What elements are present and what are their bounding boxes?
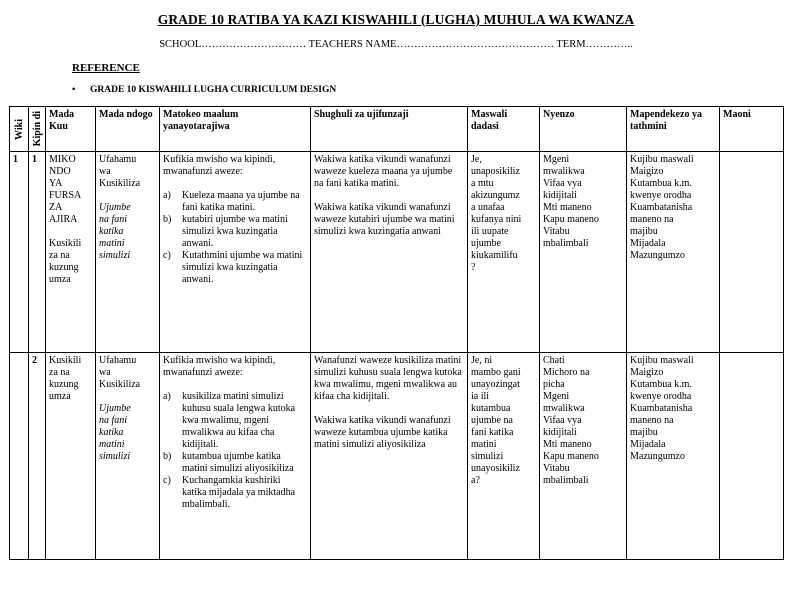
mada-kuu-line: ZA (49, 202, 63, 213)
mada-ndogo-cell (96, 152, 160, 353)
matokeo-item (163, 391, 307, 451)
maswali-line: mambo gani (471, 367, 521, 378)
nyenzo-line: Kapu maneno (543, 451, 599, 462)
document-title: GRADE 10 RATIBA YA KAZI KISWAHILI (LUGHA) MUHULA WA KWANZA (157, 12, 635, 27)
mada-ndogo-cell (96, 353, 160, 560)
table-row (10, 353, 784, 560)
maswali-line: akizungumz (471, 190, 520, 201)
mapendekezo-line: Kujibu maswali (630, 154, 694, 165)
nyenzo-cell (540, 353, 627, 560)
mada-ndogo-line: wa (99, 166, 111, 177)
matokeo-item-marker: b) (163, 214, 172, 225)
maswali-line: simulizi (471, 451, 504, 462)
nyenzo-cell (540, 152, 627, 353)
maswali-line: a unafaa (471, 202, 505, 213)
mapendekezo-line: Kujibu maswali (630, 355, 694, 366)
header-row (10, 107, 784, 152)
matokeo-item-text: Kutathmini ujumbe wa matini simulizi kwa kuzingatia anwani. (182, 250, 303, 285)
maswali-line: ? (471, 262, 476, 273)
mada-ndogo-italic-line: simulizi (99, 451, 131, 462)
matokeo-item (163, 475, 307, 511)
matokeo-item (163, 190, 307, 214)
mada-kuu-line: YA (49, 178, 63, 189)
matokeo-cell (160, 353, 311, 560)
nyenzo-line: Chati (543, 355, 565, 366)
mapendekezo-line: Mijadala (630, 238, 666, 249)
mada-ndogo-line: Kusikiliza (99, 379, 141, 390)
shughuli-cell (311, 353, 468, 560)
reference-heading: REFERENCE (72, 62, 140, 74)
maswali-line: Je, (471, 154, 482, 165)
maswali-line: kiukamilifu (471, 250, 518, 261)
maswali-line: a? (471, 475, 480, 486)
nyenzo-line: kidijitali (543, 190, 577, 201)
reference-bullet-text: GRADE 10 KISWAHILI LUGHA CURRICULUM DESIGN (90, 85, 337, 95)
matokeo-item-text: Kueleza maana ya ujumbe na fani katika matini. (182, 190, 300, 213)
col-header-shughuli: Shughuli za ujifunzaji (311, 107, 468, 152)
mada-ndogo-italic-line: matini (99, 439, 125, 450)
scheme-of-work-table (9, 106, 784, 560)
shughuli-paragraph: Wanafunzi waweze kusikiliza matini simulizi kuhusu suala lengwa kutoka kwa mwalimu, mgeni mwalikwa au kifaa cha kidijitali. (314, 355, 462, 402)
col-header-maswali: Maswali dadasi (468, 107, 540, 152)
mada-kuu-sub-line: za na (49, 250, 70, 261)
maswali-line: Je, ni (471, 355, 493, 366)
maswali-line: ia ili (471, 391, 490, 402)
mada-ndogo-line: Kusikiliza (99, 178, 141, 189)
mada-ndogo-italic-line: na fani (99, 415, 128, 426)
nyenzo-line: mwalikwa (543, 403, 585, 414)
mada-kuu-line: FURSA (49, 190, 82, 201)
mada-kuu-sub-line: kuzung (49, 262, 79, 273)
mapendekezo-line: Kuambatanisha (630, 403, 693, 414)
matokeo-item-marker: a) (163, 391, 171, 402)
maswali-line: ujumbe (471, 238, 501, 249)
mapendekezo-line: kwenye orodha (630, 190, 692, 201)
mapendekezo-line: Maigizo (630, 166, 664, 177)
mada-ndogo-line: Ufahamu (99, 355, 137, 366)
mada-ndogo-italic-line: matini (99, 238, 125, 249)
kipindi-cell: 2 (29, 353, 46, 560)
mada-kuu-cell (46, 152, 96, 353)
matokeo-item (163, 451, 307, 475)
maswali-line: fani katika (471, 427, 514, 438)
matokeo-item-text: kutambua ujumbe katika matini simulizi aliyosikiliza (182, 451, 294, 474)
nyenzo-line: Mgeni (543, 391, 570, 402)
mapendekezo-line: Kuambatanisha (630, 202, 693, 213)
col-header-mapendekezo: Mapendekezo ya tathmini (627, 107, 720, 152)
shughuli-paragraph: Wakiwa katika vikundi wanafunzi waweze kutabiri ujumbe wa matini simulizi kwa kuzingatia anwani (314, 202, 455, 237)
mada-kuu-line: za na (49, 367, 70, 378)
mada-kuu-cell (46, 353, 96, 560)
mapendekezo-line: majibu (630, 427, 658, 438)
table-row (10, 152, 784, 353)
mada-ndogo-italic-line: Ujumbe (99, 403, 131, 414)
nyenzo-line: mwalikwa (543, 166, 585, 177)
maswali-line: matini (471, 439, 497, 450)
wiki-cell: 1 (10, 152, 29, 353)
bullet-dot: • (72, 85, 76, 95)
maswali-line: unayosikiliz (471, 463, 520, 474)
maswali-cell (468, 353, 540, 560)
nyenzo-line: Vitabu (543, 463, 570, 474)
mada-ndogo-italic-line: Ujumbe (99, 202, 131, 213)
matokeo-item-text: kutabiri ujumbe wa matini simulizi kwa kuzingatia anwani. (182, 214, 288, 249)
maswali-line: a mtu (471, 178, 494, 189)
mada-kuu-line: NDO (49, 166, 71, 177)
mapendekezo-line: Mijadala (630, 439, 666, 450)
mada-kuu-line: kuzung (49, 379, 79, 390)
matokeo-item-text: kusikiliza matini simulizi kuhusu suala lengwa kutoka kwa mwalimu, mgeni mwalikwa au kifaa cha kidijitali. (182, 391, 296, 450)
matokeo-list (163, 391, 307, 511)
mapendekezo-line: kwenye orodha (630, 391, 692, 402)
maswali-line: unaposikiliz (471, 166, 520, 177)
mada-ndogo-italic-line: simulizi (99, 250, 131, 261)
mapendekezo-line: Kutambua k.m. (630, 379, 692, 390)
nyenzo-line: Michoro na (543, 367, 590, 378)
mada-ndogo-line: wa (99, 367, 111, 378)
nyenzo-line: mbalimbali (543, 475, 589, 486)
maswali-cell (468, 152, 540, 353)
col-header-maoni: Maoni (720, 107, 784, 152)
maswali-line: ujumbe na (471, 415, 513, 426)
mada-ndogo-italic-line: katika (99, 427, 124, 438)
maswali-line: unayozingat (471, 379, 520, 390)
maswali-line: ili uupate (471, 226, 509, 237)
mada-kuu-line: umza (49, 391, 71, 402)
mada-kuu-line: Kusikili (49, 355, 82, 366)
matokeo-item-marker: c) (163, 250, 171, 261)
matokeo-intro: Kufikia mwisho wa kipindi, mwanafunzi aweze: (163, 355, 276, 378)
matokeo-item-marker: c) (163, 475, 171, 486)
mada-ndogo-italic-line: katika (99, 226, 124, 237)
col-header-nyenzo: Nyenzo (540, 107, 627, 152)
mada-ndogo-line: Ufahamu (99, 154, 137, 165)
nyenzo-line: Mgeni (543, 154, 570, 165)
nyenzo-line: kidijitali (543, 427, 577, 438)
nyenzo-line: Vifaa vya (543, 178, 582, 189)
school-teacher-term-line: SCHOOL………………………… TEACHERS NAME……………………………………… TERM………….. (159, 39, 633, 50)
col-header-mada-ndogo: Mada ndogo (96, 107, 160, 152)
nyenzo-line: mbalimbali (543, 238, 589, 249)
kipindi-cell: 1 (29, 152, 46, 353)
matokeo-list (163, 190, 307, 286)
mapendekezo-line: maneno na (630, 415, 674, 426)
mada-kuu-sub-line: umza (49, 274, 71, 285)
mada-kuu-line: AJIRA (49, 214, 78, 225)
nyenzo-line: Mti maneno (543, 439, 592, 450)
mapendekezo-line: Mazungumzo (630, 250, 685, 261)
mapendekezo-line: maneno na (630, 214, 674, 225)
mapendekezo-cell (627, 353, 720, 560)
col-header-wiki: Wiki (10, 107, 29, 152)
mada-ndogo-italic-line: na fani (99, 214, 128, 225)
maswali-line: kutambua (471, 403, 511, 414)
mapendekezo-line: Maigizo (630, 367, 664, 378)
shughuli-paragraph: Wakiwa katika vikundi wanafunzi waweze kutambua ujumbe katika matini simulizi aliyosikiliza (314, 415, 451, 450)
mapendekezo-line: Kutambua k.m. (630, 178, 692, 189)
nyenzo-line: Vifaa vya (543, 415, 582, 426)
matokeo-item (163, 214, 307, 250)
matokeo-item-marker: b) (163, 451, 172, 462)
nyenzo-line: Vitabu (543, 226, 570, 237)
matokeo-cell (160, 152, 311, 353)
maoni-cell (720, 152, 784, 353)
col-header-kipindi: Kipin di (29, 107, 46, 152)
col-header-mada-kuu: Mada Kuu (46, 107, 96, 152)
shughuli-cell (311, 152, 468, 353)
shughuli-paragraph: Wakiwa katika vikundi wanafunzi waweze kueleza maana ya ujumbe na fani katika matini. (314, 154, 453, 189)
reference-bullet (72, 85, 336, 95)
mada-kuu-sub-line: Kusikili (49, 238, 82, 249)
nyenzo-line: picha (543, 379, 565, 390)
mapendekezo-line: majibu (630, 226, 658, 237)
mapendekezo-line: Mazungumzo (630, 451, 685, 462)
col-header-matokeo: Matokeo maalum yanayotarajiwa (160, 107, 311, 152)
mada-kuu-line: MIKO (49, 154, 76, 165)
matokeo-item-marker: a) (163, 190, 171, 201)
mapendekezo-cell (627, 152, 720, 353)
maswali-line: kufanya nini (471, 214, 522, 225)
matokeo-intro: Kufikia mwisho wa kipindi, mwanafunzi aweze: (163, 154, 276, 177)
maoni-cell (720, 353, 784, 560)
nyenzo-line: Mti maneno (543, 202, 592, 213)
matokeo-item-text: Kuchangamkia kushiriki katika mijadala ya miktadha mbalimbali. (182, 475, 296, 510)
wiki-cell (10, 353, 29, 560)
matokeo-item (163, 250, 307, 286)
nyenzo-line: Kapu maneno (543, 214, 599, 225)
